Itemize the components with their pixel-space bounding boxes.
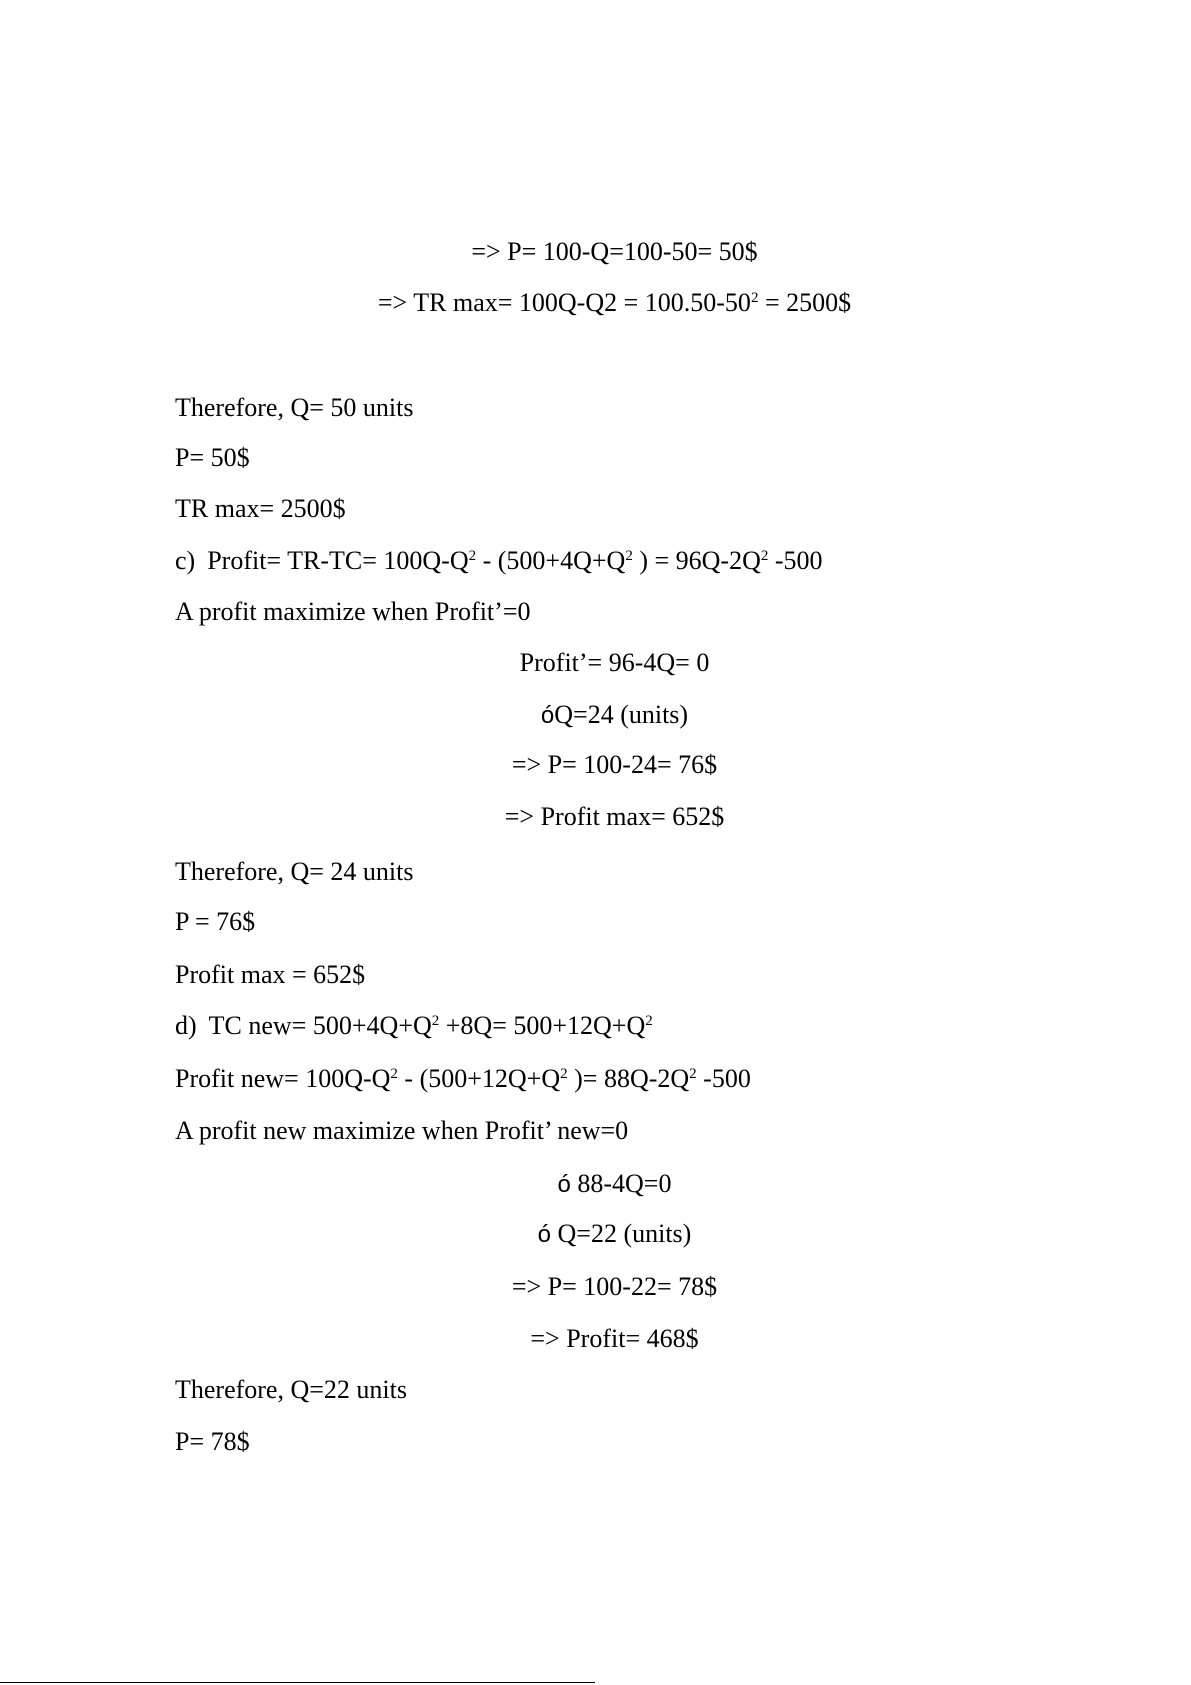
text: = 2500$: [758, 288, 852, 317]
text: A profit maximize when Profit’=0: [175, 597, 531, 626]
text: +8Q= 500+12Q+Q: [439, 1011, 646, 1040]
text: Therefore, Q= 50 units: [175, 393, 414, 422]
conclusion-price-d: [175, 1427, 250, 1457]
equation-price: [0, 237, 1191, 267]
text: => P= 100-24= 76$: [511, 750, 718, 779]
text: => P= 100-22= 78$: [511, 1272, 718, 1301]
equivalence-symbol: ó: [557, 1171, 571, 1198]
profit-new-derivative: [0, 1169, 1191, 1199]
profit-new-solution: [0, 1324, 1191, 1354]
list-marker: d): [175, 1011, 197, 1040]
list-marker: c): [175, 546, 196, 575]
conclusion-tr-max: [175, 494, 346, 524]
superscript: 2: [560, 1066, 568, 1082]
text: Profit’= 96-4Q= 0: [519, 648, 710, 677]
text: 88-4Q=0: [570, 1169, 672, 1198]
conclusion-quantity: [175, 393, 413, 423]
superscript: 2: [750, 290, 759, 306]
conclusion-quantity-c: [175, 857, 413, 887]
text: ) = 96Q-2Q: [632, 546, 761, 575]
quantity-new-solution: [0, 1219, 1191, 1249]
text: Q=22 (units): [551, 1219, 692, 1248]
text: P = 76$: [175, 907, 256, 936]
text: - (500+12Q+Q: [397, 1064, 561, 1093]
part-c-profit-equation: [175, 546, 823, 576]
profit-new-max-condition: [175, 1116, 628, 1146]
text: )= 88Q-2Q: [567, 1064, 690, 1093]
superscript: 2: [760, 548, 769, 564]
price-solution: [0, 750, 1191, 780]
superscript: 2: [390, 1066, 398, 1082]
superscript: 2: [468, 548, 477, 564]
equation-tr-max: [0, 288, 1191, 318]
superscript: 2: [689, 1066, 697, 1082]
quantity-solution: [0, 700, 1191, 730]
text: -500: [768, 546, 823, 575]
equivalence-symbol: ó: [537, 1221, 552, 1248]
text: TR max= 2500$: [175, 494, 346, 523]
text: P= 78$: [175, 1427, 250, 1456]
conclusion-quantity-d: [175, 1375, 407, 1405]
text: Therefore, Q= 24 units: [175, 857, 414, 886]
price-new-solution: [0, 1272, 1191, 1302]
text: - (500+4Q+Q: [476, 546, 626, 575]
text: => Profit max= 652$: [504, 802, 725, 831]
profit-derivative: [0, 648, 1191, 678]
text: -500: [696, 1064, 751, 1093]
text: Therefore, Q=22 units: [175, 1375, 407, 1404]
conclusion-profit-max-c: [175, 960, 365, 990]
profit-max-condition: [175, 597, 530, 627]
text: Q=24 (units): [554, 700, 689, 729]
text: => Profit= 468$: [530, 1324, 699, 1353]
text: TC new= 500+4Q+Q: [208, 1011, 432, 1040]
text: P= 50$: [175, 443, 250, 472]
page-bottom-rule: [0, 1682, 595, 1683]
text: => P= 100-Q=100-50= 50$: [471, 237, 758, 266]
superscript: 2: [431, 1013, 440, 1029]
superscript: 2: [625, 548, 633, 564]
text: Profit max = 652$: [175, 960, 366, 989]
superscript: 2: [645, 1013, 653, 1029]
text: A profit new maximize when Profit’ new=0: [175, 1116, 629, 1145]
conclusion-price: [175, 443, 250, 473]
profit-max-solution: [0, 802, 1191, 832]
part-d-tc-new: [175, 1011, 653, 1041]
text: Profit= TR-TC= 100Q-Q: [207, 546, 469, 575]
text: => TR max= 100Q-Q2 = 100.50-50: [377, 288, 751, 317]
conclusion-price-c: [175, 907, 255, 937]
profit-new-equation: [175, 1064, 751, 1094]
text: Profit new= 100Q-Q: [175, 1064, 391, 1093]
equivalence-symbol: ó: [540, 702, 555, 729]
